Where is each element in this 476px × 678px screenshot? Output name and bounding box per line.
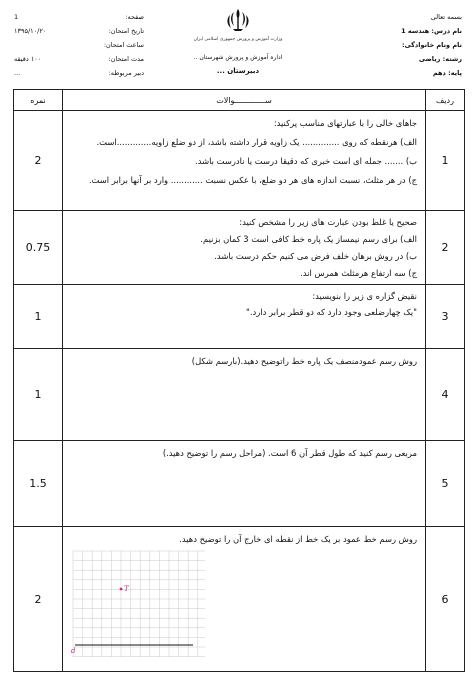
point-t bbox=[120, 588, 123, 591]
question-line: روش رسم عمودمنصف یک پاره خط راتوضیح دهید.(بارسم شکل) bbox=[191, 356, 417, 366]
duration-value: ۱۰۰ دقیقه bbox=[14, 55, 42, 63]
duration-label: مدت امتحان: bbox=[108, 55, 144, 63]
question-score: 1 bbox=[14, 349, 63, 441]
table-row bbox=[14, 441, 465, 527]
bismillah: بسمه تعالی bbox=[430, 13, 462, 21]
question-score: 1.5 bbox=[14, 441, 63, 527]
point-t-label: T bbox=[124, 585, 129, 593]
exam-header bbox=[10, 4, 466, 86]
department-text: اداره آموزش و پرورش شهرستان .. bbox=[193, 54, 283, 61]
table-row bbox=[14, 349, 465, 441]
question-number: 1 bbox=[426, 111, 465, 211]
question-text bbox=[63, 111, 426, 211]
time-row bbox=[14, 38, 144, 52]
teacher-row bbox=[14, 66, 144, 80]
column-number: ردیف bbox=[426, 90, 465, 111]
table-row bbox=[14, 527, 465, 672]
time-label: ساعت امتحان: bbox=[103, 41, 144, 49]
question-text bbox=[63, 441, 426, 527]
question-line: صحیح یا غلط بودن عبارت های زیر را مشخص کنید: bbox=[239, 217, 417, 227]
column-score: نمره bbox=[14, 90, 63, 111]
question-line: ج) در هر مثلث، نسبت اندازه های هر دو ضلع، با عکس نسبت ............ وارد بر آنها برابر است. bbox=[88, 175, 417, 185]
date-value: ۱۳۹۵/۱۰/۲۰ bbox=[14, 27, 47, 35]
questions-table bbox=[13, 89, 465, 672]
question-score: 0.75 bbox=[14, 211, 63, 285]
student-name-label: نام ونام خانوادگی: bbox=[401, 41, 462, 49]
school-name: دبیرستان ... bbox=[216, 67, 260, 75]
question-number: 2 bbox=[426, 211, 465, 285]
question-text bbox=[63, 349, 426, 441]
table-header-row bbox=[14, 90, 465, 111]
header-center bbox=[150, 6, 326, 75]
question-text bbox=[63, 527, 426, 672]
question-text bbox=[63, 211, 426, 285]
table-row bbox=[14, 211, 465, 285]
question-line: مربعی رسم کنید که طول قطر آن 6 است. (مراحل رسم را توضیح دهید.) bbox=[162, 448, 417, 458]
question-score: 2 bbox=[14, 527, 63, 672]
duration-row bbox=[14, 52, 144, 66]
table-row bbox=[14, 285, 465, 349]
exam-info bbox=[14, 10, 144, 80]
teacher-value: ... bbox=[14, 69, 21, 77]
ministry-text: وزارت آموزش و پرورش جمهوری اسلامی ایران bbox=[193, 37, 283, 42]
field-label: رشته: ریاضی bbox=[418, 55, 462, 63]
question-number: 4 bbox=[426, 349, 465, 441]
grade-label: پایه: دهم bbox=[432, 69, 462, 77]
question-text bbox=[63, 285, 426, 349]
grid-lines bbox=[73, 551, 205, 657]
date-row bbox=[14, 24, 144, 38]
teacher-label: دبیر مربوطه: bbox=[108, 69, 144, 77]
question-line: ج) سه ارتفاع هرمثلث همرس اند. bbox=[300, 268, 417, 278]
course-name: نام درس: هندسه 1 bbox=[401, 27, 462, 35]
page-row bbox=[14, 10, 144, 24]
question-line: نقیض گزاره ی زیر را بنویسید: bbox=[312, 291, 417, 301]
question-number: 3 bbox=[426, 285, 465, 349]
column-questions: ســـــــــــــوالات bbox=[63, 90, 426, 111]
question-line: الف) برای رسم نیمساز یک پاره خط کافی است 3 کمان بزنیم. bbox=[200, 234, 417, 244]
question-score: 1 bbox=[14, 285, 63, 349]
question-line: ب) ....... جمله ای است خبری که دقیقا درست یا نادرست باشد. bbox=[195, 156, 417, 166]
emblem-icon bbox=[225, 6, 251, 34]
question-score: 2 bbox=[14, 111, 63, 211]
page-value: 1 bbox=[14, 13, 19, 21]
line-d-label: d bbox=[71, 647, 76, 655]
question-line: الف) هرنقطه که روی .............. یک زاویه قرار داشته باشد، از دو ضلع زاویه.............است. bbox=[96, 137, 417, 147]
date-label: تاریخ امتحان: bbox=[108, 27, 144, 35]
question-number: 6 bbox=[426, 527, 465, 672]
question-line: جاهای خالی را با عبارتهای مناسب پرکنید: bbox=[273, 118, 417, 128]
question-line: ب) در روش برهان خلف فرض می کنیم حکم درست باشد. bbox=[214, 251, 417, 261]
question-line: "یک چهارضلعی وجود دارد که دو قطر برابر دارد." bbox=[246, 307, 417, 317]
student-info bbox=[332, 10, 462, 80]
page-label: صفحه: bbox=[125, 13, 144, 21]
question-number: 5 bbox=[426, 441, 465, 527]
question-line: روش رسم خط عمود بر یک خط از نقطه ای خارج آن را توضیح دهید. bbox=[179, 534, 417, 544]
construction-grid bbox=[69, 549, 209, 659]
table-row bbox=[14, 111, 465, 211]
